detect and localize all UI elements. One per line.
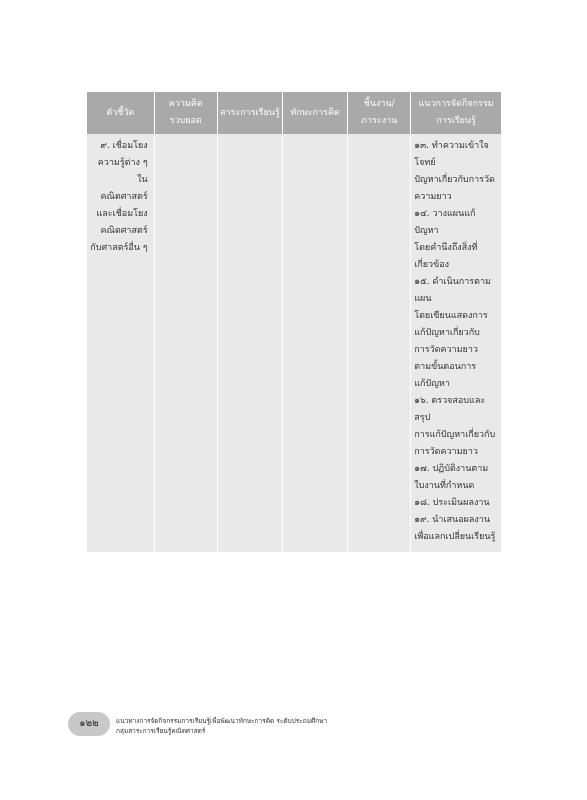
- header-concept: ความคิด รวบยอด: [154, 92, 217, 134]
- footer-caption: [116, 716, 376, 736]
- indicator-text: ๙. เชื่อมโยง ความรู้ต่าง ๆ ในคณิตศาสตร์ และเชื่อมโยง คณิตศาสตร์ กับศาสตร์อื่น ๆ: [90, 141, 148, 253]
- activity-item: ๑๔. วางแผนแก้ปัญหา โดยคำนึงถึงสิ่งที่ เกี่ยวข้อง: [414, 209, 478, 270]
- activity-item: ๑๕. ดำเนินการตามแผน โดยเขียนแสดงการ แก้ปัญหาเกี่ยวกับ การวัดความยาว ตามขั้นตอนการ แก้ปัญหา: [414, 277, 491, 389]
- header-thinking-skills: ทักษะการคิด: [282, 92, 347, 134]
- cell-activities: [411, 134, 501, 552]
- table-row: [87, 134, 501, 552]
- page-number: ๑๒๒: [68, 712, 110, 736]
- cell-task: [348, 134, 411, 552]
- header-content: สาระการเรียนรู้: [217, 92, 282, 134]
- header-indicator: ตัวชี้วัด: [87, 92, 154, 134]
- cell-thinking-skills: [282, 134, 347, 552]
- table-header-row: [87, 92, 501, 134]
- activity-item: ๑๘. ประเมินผลงาน: [414, 498, 490, 508]
- cell-content: [217, 134, 282, 552]
- activity-item: ๑๙. นำเสนอผลงาน เพื่อแลกเปลี่ยนเรียนรู้: [414, 515, 496, 542]
- cell-concept: [154, 134, 217, 552]
- header-activities: แนวการจัดกิจกรรม การเรียนรู้: [411, 92, 501, 134]
- footer-line-1: แนวทางการจัดกิจกรรมการเรียนรู้เพื่อพัฒนาทักษะการคิด ระดับประถมศึกษา: [116, 717, 327, 725]
- activity-item: ๑๖. ตรวจสอบและสรุป การแก้ปัญหาเกี่ยวกับ การวัดความยาว: [414, 396, 496, 457]
- curriculum-table: [87, 92, 501, 552]
- footer-line-2: กลุ่มสาระการเรียนรู้คณิตศาสตร์: [116, 727, 206, 735]
- activity-item: ๑๓. ทำความเข้าใจโจทย์ ปัญหาเกี่ยวกับการวัด ความยาว: [414, 141, 495, 202]
- header-task: ชิ้นงาน/ ภาระงาน: [348, 92, 411, 134]
- activity-item: ๑๗. ปฏิบัติงานตาม ใบงานที่กำหนด: [414, 464, 489, 491]
- cell-indicator: [87, 134, 154, 552]
